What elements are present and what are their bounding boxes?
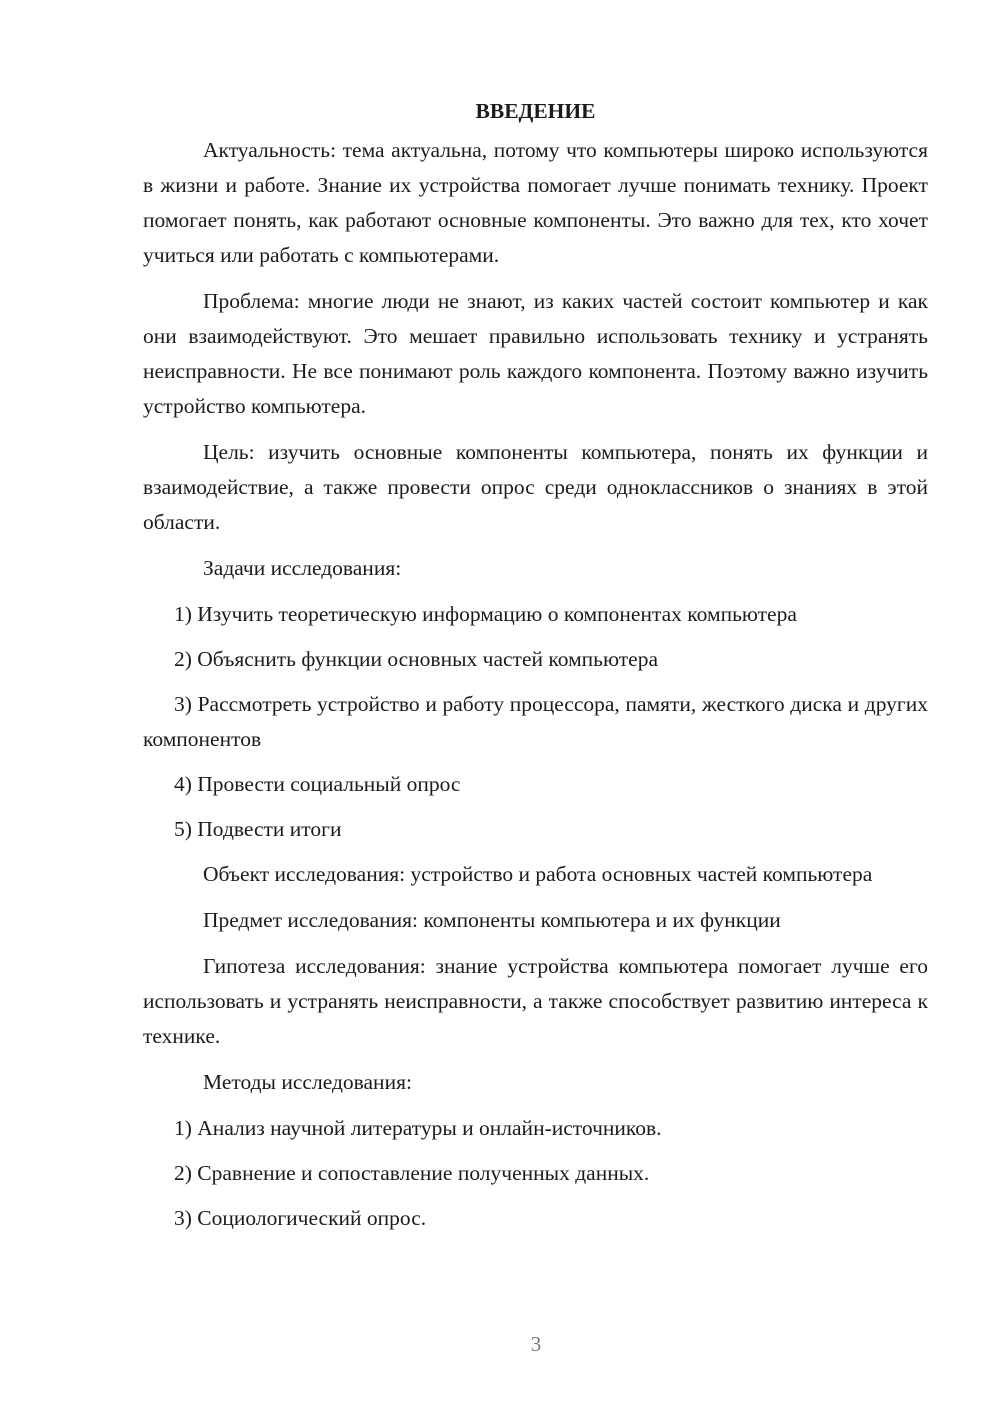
method-item: 1) Анализ научной литературы и онлайн-источников. — [174, 1116, 662, 1140]
section-heading: ВВЕДЕНИЕ — [475, 99, 596, 123]
problem-paragraph: Проблема: многие люди не знают, из каких частей состоит компьютер и как они взаимодействуют. Это мешает правильно использовать технику и устранять неисправности. Не все понимают роль каждого компонента. Поэтому важно изучить устройство компьютера. — [143, 289, 928, 418]
object-paragraph: Объект исследования: устройство и работа основных частей компьютера — [203, 862, 873, 886]
tasks-title: Задачи исследования: — [203, 556, 402, 580]
task-item: 1) Изучить теоретическую информацию о компонентах компьютера — [174, 602, 797, 626]
methods-title: Методы исследования: — [203, 1070, 412, 1094]
hypothesis-paragraph: Гипотеза исследования: знание устройства компьютера помогает лучше его использовать и устранять неисправности, а также способствует развитию интереса к технике. — [143, 954, 928, 1048]
goal-paragraph: Цель: изучить основные компоненты компьютера, понять их функции и взаимодействие, а также провести опрос среди одноклассников о знаниях в этой области. — [143, 440, 928, 534]
task-item: 2) Объяснить функции основных частей компьютера — [174, 647, 658, 671]
page-number: 3 — [530, 1332, 542, 1356]
page-content — [143, 93, 928, 1246]
subject-paragraph: Предмет исследования: компоненты компьютера и их функции — [203, 908, 781, 932]
task-item: 4) Провести социальный опрос — [174, 772, 461, 796]
method-item: 2) Сравнение и сопоставление полученных данных. — [174, 1161, 650, 1185]
relevance-paragraph: Актуальность: тема актуальна, потому что компьютеры широко используются в жизни и работе. Знание их устройства помогает лучше понимать технику. Проект помогает понять, как работают основные компоненты. Это важно для тех, кто хочет учиться или работать с компьютерами. — [143, 138, 928, 267]
method-item: 3) Социологический опрос. — [174, 1206, 427, 1230]
task-item: 3) Рассмотреть устройство и работу процессора, памяти, жесткого диска и других компонентов — [143, 692, 928, 751]
task-item: 5) Подвести итоги — [174, 817, 342, 841]
